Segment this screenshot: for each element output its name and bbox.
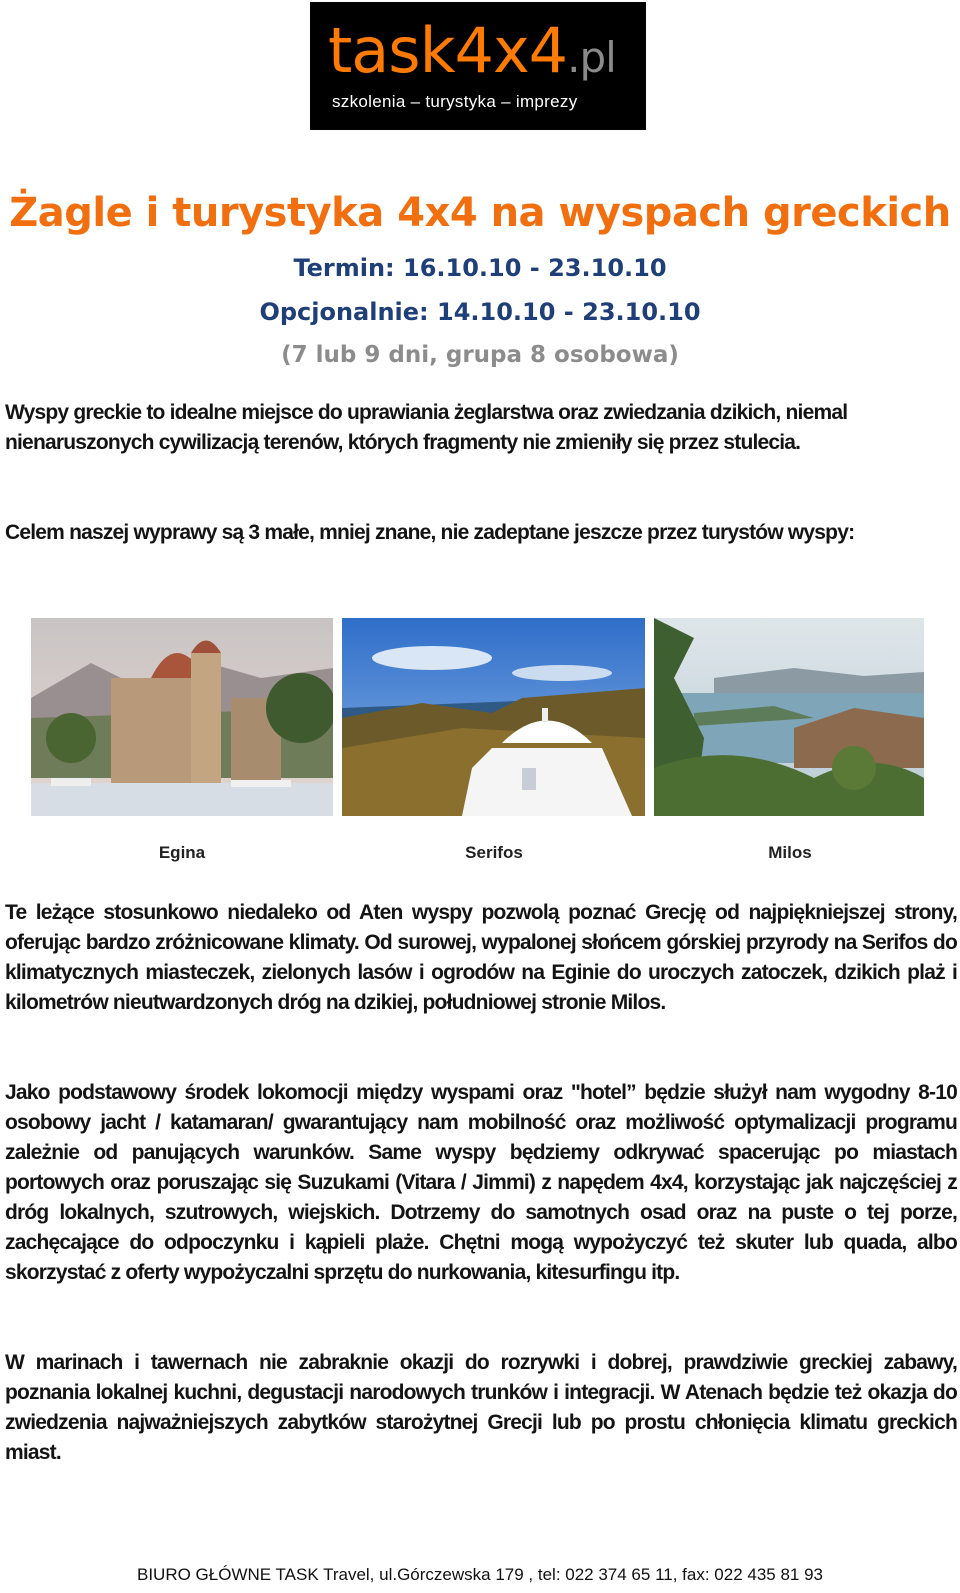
goal-paragraph: Celem naszej wyprawy są 3 małe, mniej znane, nie zadeptane jeszcze przez turystów wyspy: — [5, 521, 855, 544]
logo-main-text: task4x4 — [328, 14, 568, 87]
egina-photo — [31, 618, 333, 816]
milos-photo — [654, 618, 924, 816]
optional-dates: Opcjonalnie: 14.10.10 - 23.10.10 — [259, 298, 701, 326]
page-title: Żagle i turystyka 4x4 na wyspach greckich — [9, 190, 951, 236]
photo-caption: Serifos — [465, 843, 523, 862]
logo-wordmark — [328, 16, 616, 93]
photo-caption: Egina — [158, 843, 206, 862]
company-logo — [310, 2, 646, 130]
fun-paragraph: W marinach i tawernach nie zabraknie okazji do rozrywki i dobrej, prawdziwie greckiej zabawy, poznania lokalnej kuchni, degustacji narodowych trunków i integracji. W Atenach będzie też okazja do zwiedzenia najważniejszych zabytków starożytnej Grecji lub po prostu chłonięcia klimatu greckich miast. — [5, 1351, 957, 1464]
logo-tagline: szkolenia – turystyka – imprezy — [332, 92, 578, 111]
serifos-photo — [342, 618, 645, 816]
footer-contact: BIURO GŁÓWNE TASK Travel, ul.Górczewska 179 , tel: 022 374 65 11, fax: 022 435 81 93 — [136, 1565, 824, 1584]
logo-domain-suffix: .pl — [567, 33, 616, 82]
transport-paragraph: Jako podstawowy środek lokomocji między wyspami oraz "hotel” będzie służył nam wygodny 8-10 osobowy jacht / katamaran/ gwarantujący nam mobilność oraz możliwość optymalizacji programu zależnie od panujących warunków. Same wyspy będziemy odkrywać spacerując po miastach portowych oraz poruszając się Suzukami (Vitara / Jimmi) z napędem 4x4, korzystając jak najczęściej z dróg lokalnych, szutrowych, wiejskich. Dotrzemy do samotnych osad oraz na puste o tej porze, zachęcające do odpoczynku i kąpieli plaże. Chętni mogą wypożyczyć też skuter lub quada, albo skorzystać z oferty wypożyczalni sprzętu do nurkowania, kitesurfingu itp. — [5, 1081, 957, 1284]
photo-caption: Milos — [768, 843, 812, 862]
intro-paragraph: Wyspy greckie to idealne miejsce do uprawiania żeglarstwa oraz zwiedzania dzikich, niemal nienaruszonych cywilizacją terenów, których fragmenty nie zmieniły się przez stulecia. — [5, 401, 848, 454]
trip-dates: Termin: 16.10.10 - 23.10.10 — [293, 254, 667, 282]
trip-info: (7 lub 9 dni, grupa 8 osobowa) — [281, 342, 679, 368]
islands-paragraph: Te leżące stosunkowo niedaleko od Aten wyspy pozwolą poznać Grecję od najpiękniejszej strony, oferując bardzo zróżnicowane klimaty. Od surowej, wypalonej słońcem górskiej przyrody na Serifos do klimatycznych miasteczek, zielonych lasów i ogrodów na Eginie do uroczych zatoczek, dzikich plaż i kilometrów nieutwardzonych dróg na dzikiej, południowej stronie Milos. — [5, 901, 957, 1014]
